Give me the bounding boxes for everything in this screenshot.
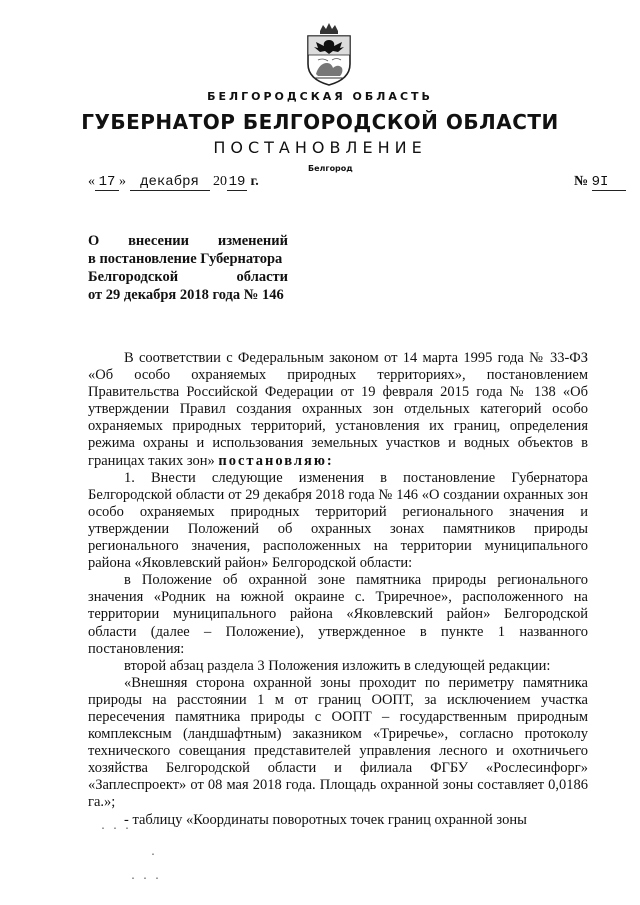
number-label: № — [574, 174, 589, 189]
date-year-mark: г. — [250, 174, 259, 189]
paragraph-amendment-target: в Положение об охранной зоне памятника природы регионального значения «Родник на южной окраине с. Триречное», расположенного на территории муниципального района «Яковлевский район» Белгородской области (далее – Положение), утвержденное в пункте 1 названного постановления: — [88, 572, 588, 657]
paragraph-item-1: 1. Внести следующие изменения в постановление Губернатора Белгородской области от 29 декабря 2018 года № 146 «О создании охранных зон особо охраняемых природных территорий регионального значения и утверждении Положений об охранных зонах памятников природы регионального значения, расположенных на территории муниципального района «Яковлевский район» Белгородской области: — [88, 469, 588, 572]
number-value: 9I — [592, 174, 626, 191]
date-year-prefix: 20 — [213, 174, 227, 189]
scan-specks: . — [150, 848, 157, 859]
issuer-title: ГУБЕРНАТОР БЕЛГОРОДСКОЙ ОБЛАСТИ — [81, 110, 559, 134]
paragraph-table-change: - таблицу «Координаты поворотных точек границ охранной зоны — [124, 811, 527, 828]
date-close-quote: » — [119, 174, 126, 189]
title-line: от 29 декабря 2018 года № 146 — [88, 287, 284, 303]
paragraph-new-wording: «Внешняя сторона охранной зоны проходит по периметру памятника природы на расстоянии 1 м от границ ООПТ, за исключением участка пересечения памятника природы с ООПТ – государственным природным комплексным (ландшафтным) заказником «Триречье», согласно протоколу технического совещания представителей управления лесного и охотничьего хозяйства Белгородской области и филиала ФГБУ «Рослесинфорг» «Заплеспроект» от 08 мая 2018 года. Площадь охранной зоны составляет 0,0186 га.»; — [88, 674, 588, 811]
paragraph-preamble — [88, 350, 588, 470]
date-day: 17 — [95, 174, 119, 191]
document-body — [88, 350, 588, 829]
document-number — [574, 174, 626, 191]
document-type: ПОСТАНОВЛЕНИЕ — [213, 138, 427, 157]
date-month: декабря — [130, 174, 210, 191]
title-line: в постановление Губернатора — [88, 251, 283, 267]
scan-specks: . . . — [100, 822, 131, 833]
date-year-suffix: 19 — [228, 174, 246, 190]
preamble-text: В соответствии с Федеральным законом от 14 марта 1995 года № 33-ФЗ «Об особо охраняемых природных территориях», постановлением Правительства Российской Федерации от 19 февраля 2015 года № 138 «Об утверждении Правил создания охранных зон отдельных категорий особо охраняемых природных территорий, установления их границ, определения режима охраны и использования земельных участков и водных объектов в границах таких зон» — [88, 350, 588, 469]
coat-of-arms-emblem — [306, 22, 352, 86]
scan-specks: . . . — [130, 872, 161, 883]
title-line: О внесении изменений — [88, 233, 288, 249]
title-line: Белгородской области — [88, 269, 288, 285]
city-name: Белгород — [308, 164, 353, 173]
date-open-quote: « — [88, 174, 95, 189]
decree-word: постановляю: — [218, 452, 334, 469]
document-title — [88, 232, 288, 304]
paragraph-instruction: второй абзац раздела 3 Положения изложить в следующей редакции: — [124, 657, 551, 674]
region-name: БЕЛГОРОДСКАЯ ОБЛАСТЬ — [207, 90, 433, 103]
date-line — [88, 174, 259, 191]
